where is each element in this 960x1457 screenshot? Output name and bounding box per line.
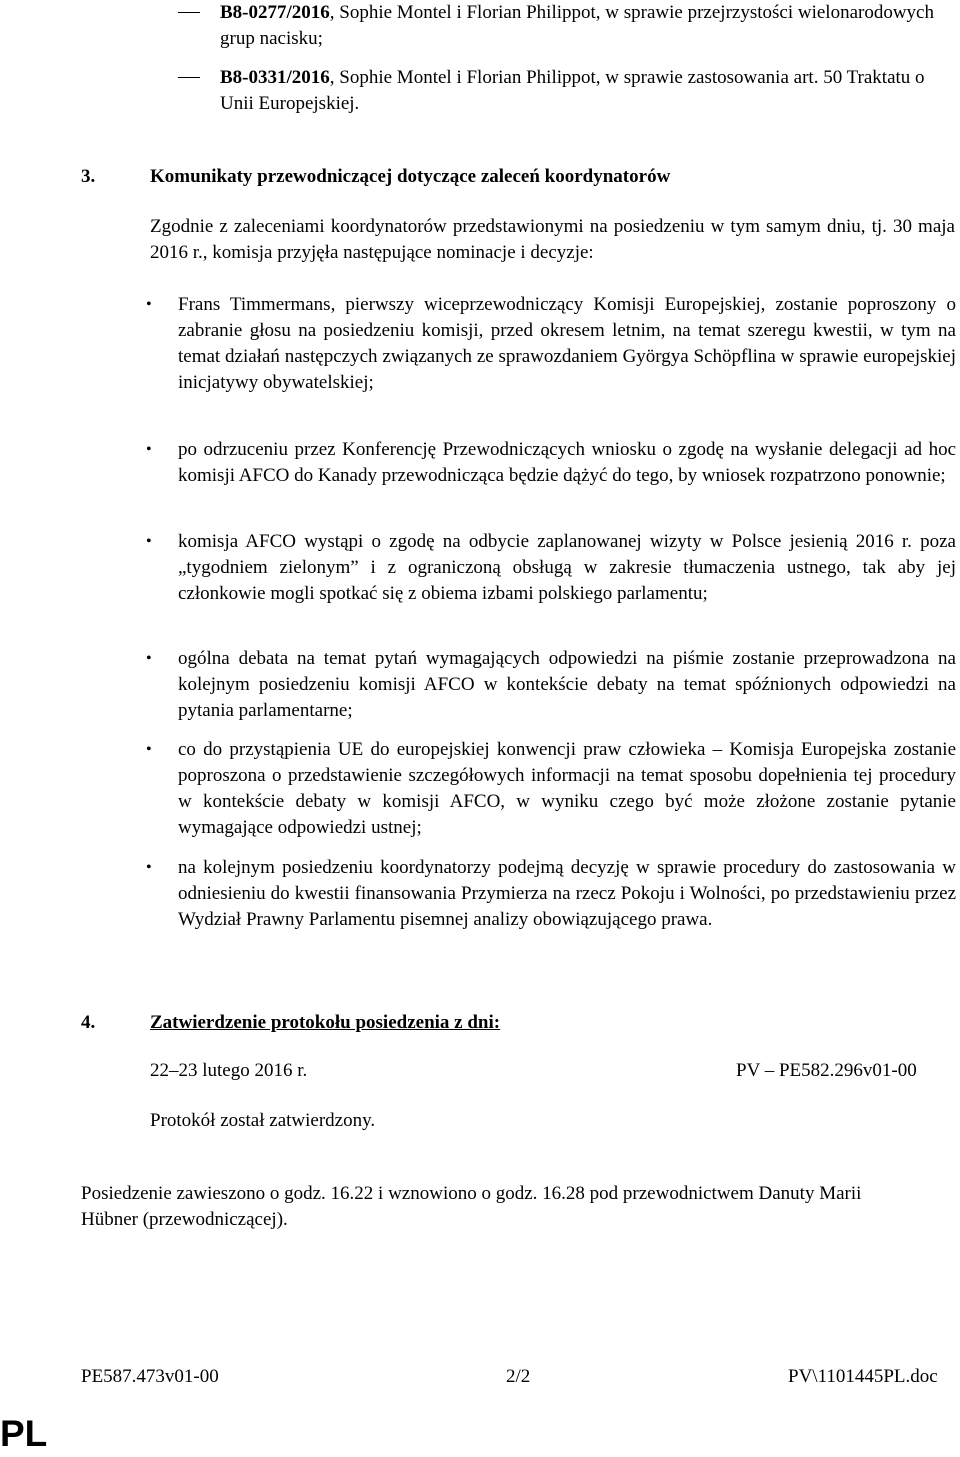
bullet-marker: • [146, 533, 152, 550]
dash-item-text [220, 0, 960, 52]
section-intro: Zgodnie z zaleceniami koordynatorów przedstawionymi na posiedzeniu w tym samym dniu, tj. 30 maja 2016 r., komisja przyjęła następujące nominacje i decyzje: [150, 216, 955, 263]
bullet-marker: • [146, 650, 152, 667]
section-number: 3. [81, 166, 96, 187]
document-reference: B8-0331/2016 [220, 67, 330, 88]
bullet-marker: • [146, 296, 152, 313]
dash-item-text [220, 65, 960, 117]
language-code: PL [0, 1413, 48, 1454]
minutes-status: Protokół został zatwierdzony. [150, 1110, 376, 1131]
document-reference: B8-0277/2016 [220, 2, 330, 23]
dash-marker [178, 77, 200, 78]
bullet-item: ogólna debata na temat pytań wymagających odpowiedzi na piśmie zostanie przeprowadzona na kolejnym posiedzeniu komisji AFCO w kontekście debaty na temat spóźnionych odpowiedzi na pytania parlamentarne; [178, 648, 956, 721]
footer-file-name: PV\1101445PL.doc [788, 1366, 938, 1387]
section-title: Zatwierdzenie protokołu posiedzenia z dni: [150, 1012, 501, 1033]
footer-page-number: 2/2 [506, 1366, 531, 1387]
bullet-item: Frans Timmermans, pierwszy wiceprzewodniczący Komisji Europejskiej, zostanie poproszony o zabranie głosu na posiedzeniu komisji, przed okresem letnim, na temat szeregu kwestii, w tym na temat działań następczych związanych ze sprawozdaniem Györgya Schöpflina w sprawie europejskiej inicjatywy obywatelskiej; [178, 294, 956, 393]
bullet-marker: • [146, 859, 152, 876]
bullet-item: komisja AFCO wystąpi o zgodę na odbycie zaplanowanej wizyty w Polsce jesienią 2016 r. poza „tygodniem zielonym” i z ograniczoną obsługą w zakresie tłumaczenia ustnego, tak aby jej członkowie mogli spotkać się z obiema izbami polskiego parlamentu; [178, 531, 956, 604]
bullet-item: na kolejnym posiedzeniu koordynatorzy podejmą decyzję w sprawie procedury do zastosowania w odniesieniu do kwestii finansowania Przymierza na rzecz Pokoju i Wolności, po przedstawieniu przez Wydział Prawny Parlamentu pisemnej analizy obowiązującego prawa. [178, 857, 956, 930]
dash-marker [178, 12, 200, 13]
bullet-marker: • [146, 741, 152, 758]
minutes-reference: PV – PE582.296v01-00 [736, 1060, 917, 1081]
section-number: 4. [81, 1012, 96, 1033]
dash-item-description: , Sophie Montel i Florian Philippot, w sprawie zastosowania art. 50 Traktatu o Unii Europejskiej. [220, 67, 925, 114]
bullet-item: po odrzuceniu przez Konferencję Przewodniczących wniosku o zgodę na wysłanie delegacji ad hoc komisji AFCO do Kanady przewodnicząca będzie dążyć do tego, by wniosek rozpatrzono ponownie; [178, 439, 956, 486]
footer-document-reference: PE587.473v01-00 [81, 1366, 219, 1387]
dash-item-description: , Sophie Montel i Florian Philippot, w sprawie przejrzystości wielonarodowych grup nacisku; [220, 2, 934, 49]
bullet-item: co do przystąpienia UE do europejskiej konwencji praw człowieka – Komisja Europejska zostanie poproszona o przedstawienie szczegółowych informacji na temat sposobu dopełnienia tej procedury w kontekście debaty w komisji AFCO, w wyniku czego być może złożone zostanie pytanie wymagające odpowiedzi ustnej; [178, 739, 956, 838]
minutes-date: 22–23 lutego 2016 r. [150, 1060, 308, 1081]
closing-paragraph: Posiedzenie zawieszono o godz. 16.22 i wznowiono o godz. 16.28 pod przewodnictwem Danuty Marii Hübner (przewodniczącej). [81, 1183, 862, 1230]
section-title: Komunikaty przewodniczącej dotyczące zaleceń koordynatorów [150, 166, 671, 187]
bullet-marker: • [146, 441, 152, 458]
